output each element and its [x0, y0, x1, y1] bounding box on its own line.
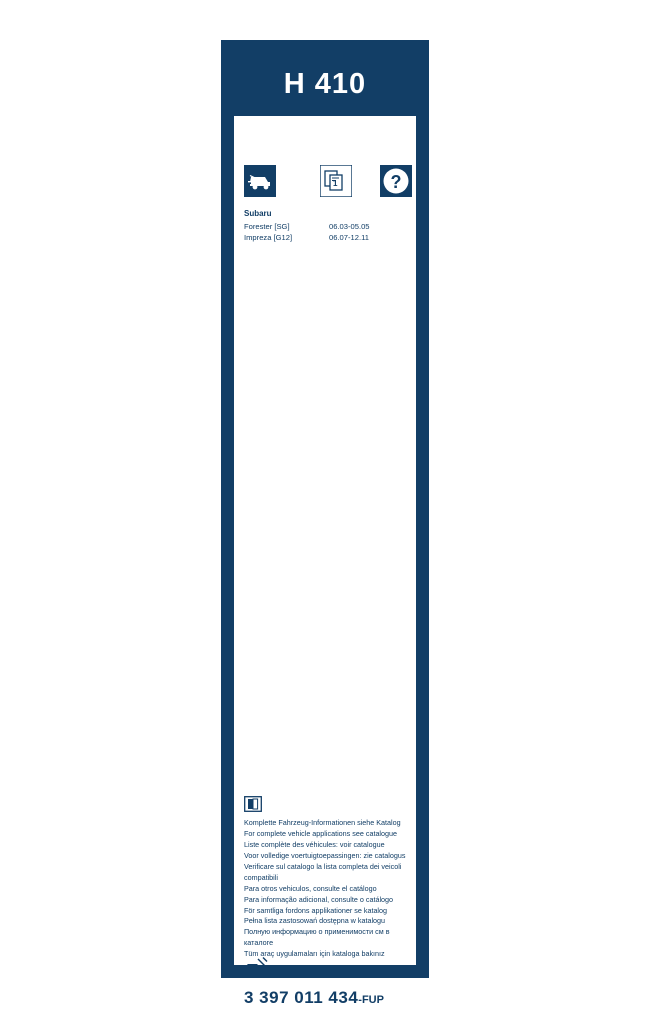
info-line: Para otros vehiculos, consulte el catálogo: [244, 883, 377, 893]
table-row: [244, 232, 409, 243]
car-icon: [244, 165, 276, 197]
catalogue-pages-icon: [320, 165, 352, 197]
vehicle-period: 06.07-12.11: [329, 232, 369, 242]
vehicle-model: Impreza [G12]: [244, 232, 293, 242]
table-row: [244, 221, 409, 232]
info-line: Полную информацию о применимости см в каталоге: [244, 927, 390, 948]
svg-text:?: ?: [390, 172, 402, 192]
vehicle-brand: Subaru: [244, 209, 272, 218]
info-booklet-icon: [244, 796, 262, 812]
vehicle-model: Forester [SG]: [244, 221, 290, 231]
product-label: [221, 40, 429, 1007]
info-line: Liste complète des véhicules: voir catalogue: [244, 839, 385, 849]
info-line: Verificare sul catalogo la lista completa dei veicoli compatibili: [244, 861, 402, 882]
info-line: Para informação adicional, consulte o catálogo: [244, 894, 394, 904]
part-number: [244, 988, 384, 1008]
page-title: H 410: [283, 68, 367, 100]
vehicle-application-table: [244, 208, 409, 243]
info-line: För samtliga fordons applikationer se katalog: [244, 905, 388, 915]
info-text-list: [244, 818, 412, 960]
part-number-suffix: -FUP: [358, 994, 384, 1006]
part-number-value: 3 397 011 434: [244, 988, 359, 1007]
wiper-blade-icon: [244, 956, 270, 976]
icon-row: [244, 165, 406, 199]
info-line: Voor volledige voertuigtoepassingen: zie catalogus: [244, 850, 406, 860]
info-line: Pełna lista zastosowań dostępna w katalogu: [244, 916, 386, 926]
info-line: For complete vehicle applications see catalogue: [244, 828, 398, 838]
label-white-panel: [234, 116, 416, 1007]
svg-text:1: 1: [333, 179, 338, 188]
vehicle-period: 06.03-05.05: [329, 221, 370, 231]
info-line: Komplette Fahrzeug-Informationen siehe Katalog: [244, 818, 401, 827]
question-mark-icon: [380, 165, 412, 197]
info-line: Tüm araç uygulamaları için kataloga bakınız: [244, 949, 385, 959]
